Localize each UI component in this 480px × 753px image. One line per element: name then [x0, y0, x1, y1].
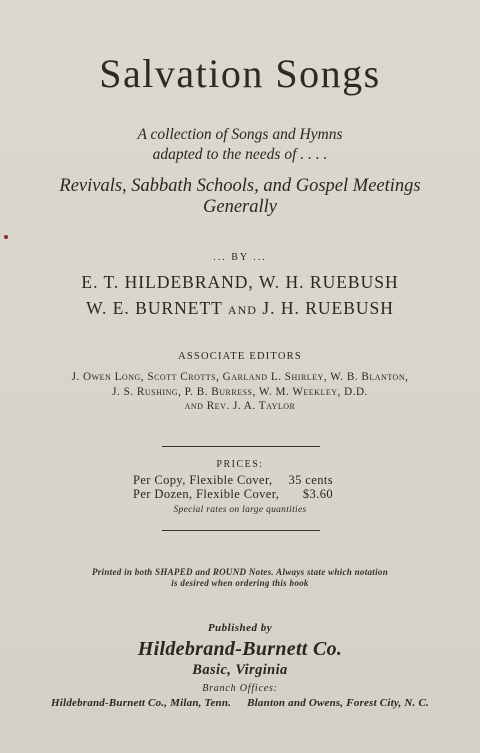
associate-editors-line-1: J. Owen Long, Scott Crotts, Garland L. Shirley, W. B. Blanton,: [71, 371, 409, 383]
price-value: $3.60: [302, 487, 333, 501]
purpose-line-1: Revivals, Sabbath Schools, and Gospel Meetings: [59, 176, 421, 196]
associate-editors-line-3: and Rev. J. A. Taylor: [184, 400, 296, 412]
associate-editors-heading: ASSOCIATE EDITORS: [178, 351, 302, 362]
published-by-label: Published by: [207, 622, 273, 634]
subtitle-line-1: A collection of Songs and Hymns: [137, 126, 343, 143]
price-label: Per Copy, Flexible Cover,: [133, 473, 273, 487]
notation-note-line-2: is desired when ordering this book: [171, 578, 309, 588]
associate-editors-line-2: J. S. Rushing, P. B. Burress, W. M. Weekley, D.D.: [112, 386, 368, 398]
branch-office-milan: Hildebrand-Burnett Co., Milan, Tenn.: [51, 697, 232, 709]
publisher-city: Basic, Virginia: [192, 662, 288, 678]
authors-line-1: E. T. HILDEBRAND, W. H. RUEBUSH: [81, 272, 399, 292]
authors-line-2: [0, 298, 480, 319]
special-rates-note: Special rates on large quantities: [173, 505, 307, 515]
divider-bottom: [162, 530, 320, 531]
branch-offices-heading: Branch Offices:: [202, 683, 278, 694]
by-label: ... BY ...: [213, 252, 267, 263]
branch-offices-line: [0, 697, 480, 709]
subtitle-line-2: adapted to the needs of . . . .: [152, 146, 328, 163]
divider-top: [162, 446, 320, 447]
price-row: [133, 487, 333, 502]
price-value: 35 cents: [288, 473, 333, 487]
paper-speck: [4, 235, 8, 239]
publisher-name: Hildebrand-Burnett Co.: [137, 638, 343, 660]
author-burnett: W. E. BURNETT: [86, 298, 223, 318]
book-title: Salvation Songs: [99, 51, 381, 96]
purpose-line-2: Generally: [203, 197, 277, 217]
author-ruebush-jh: J. H. RUEBUSH: [262, 298, 394, 318]
price-row: [133, 473, 333, 488]
branch-office-forest-city: Blanton and Owens, Forest City, N. C.: [247, 697, 429, 709]
price-label: Per Dozen, Flexible Cover,: [133, 487, 280, 501]
prices-heading: PRICES:: [216, 459, 264, 470]
notation-note-line-1: Printed in both SHAPED and ROUND Notes. Always state which notation: [91, 567, 389, 577]
authors-and: AND: [227, 303, 257, 317]
